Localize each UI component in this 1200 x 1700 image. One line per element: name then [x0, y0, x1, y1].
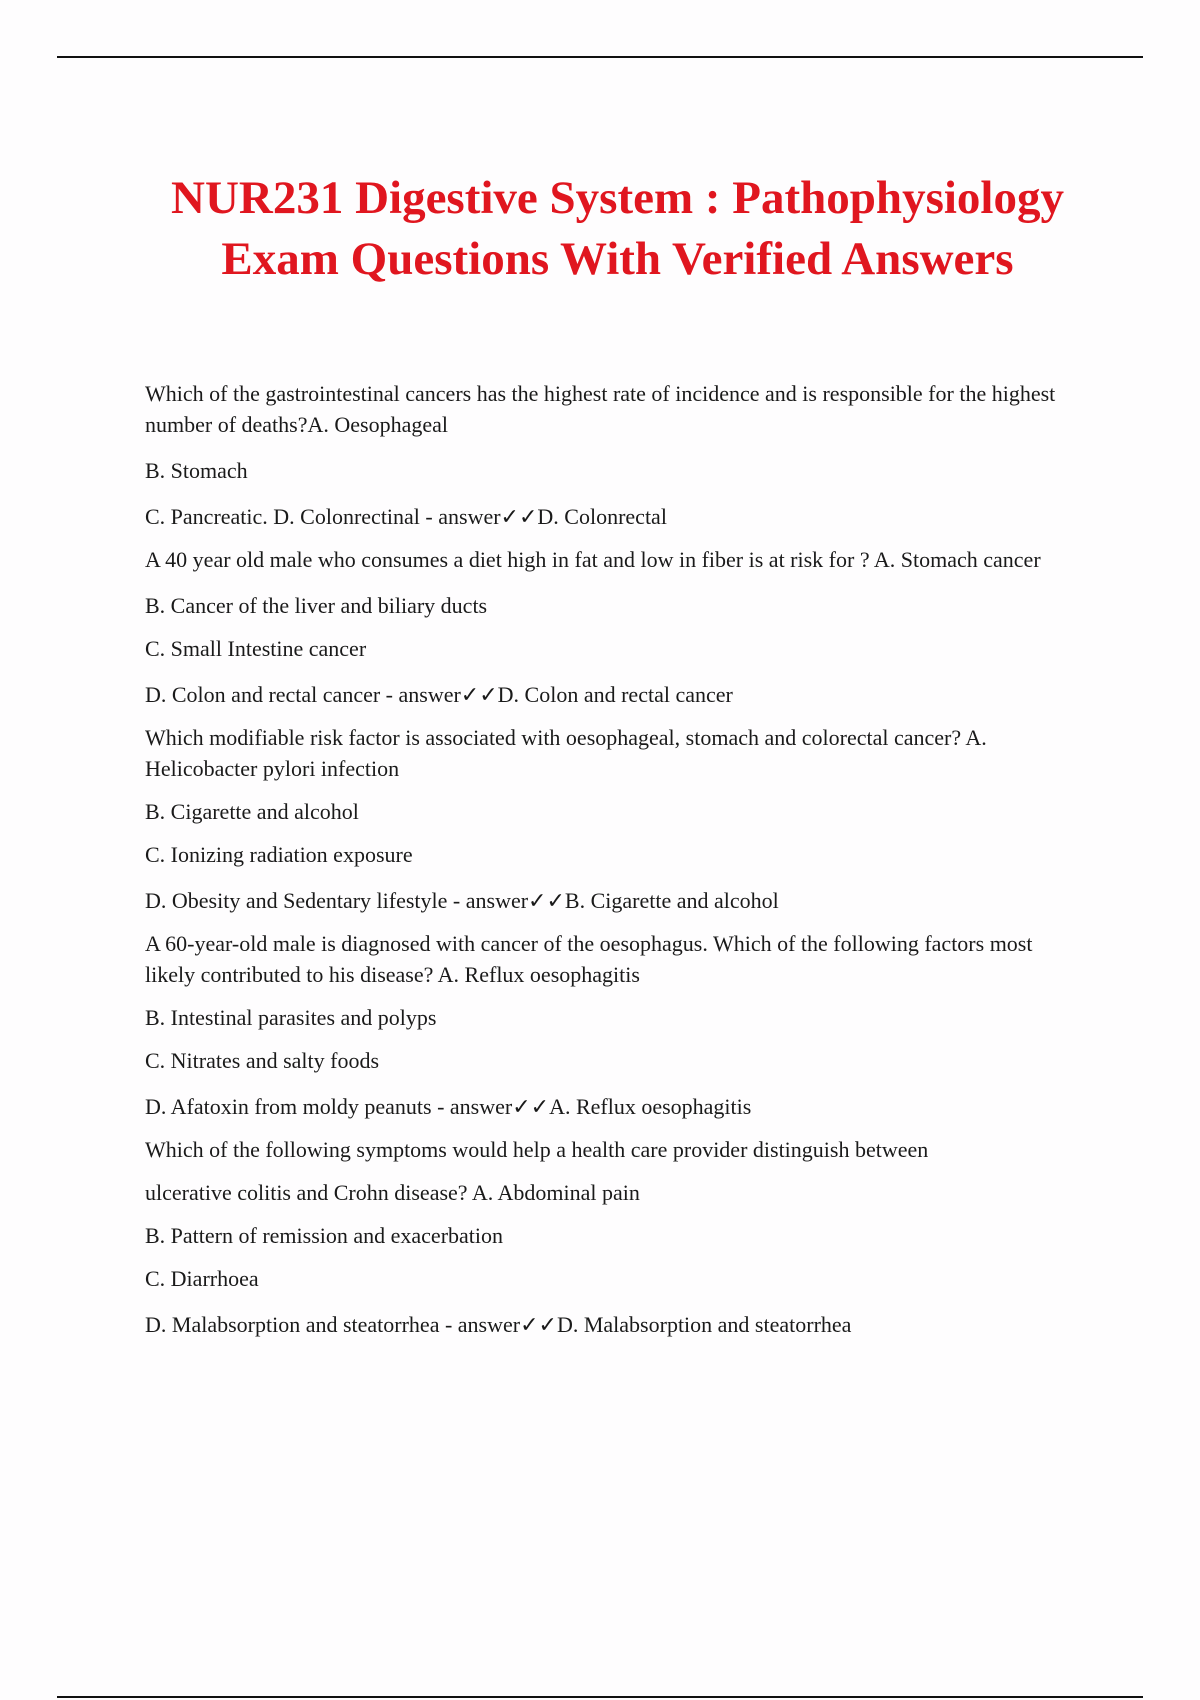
top-rule [57, 56, 1143, 58]
question-5-stem: Which of the following symptoms would help a health care provider distinguish between [145, 1137, 929, 1162]
question-3-option: C. Ionizing radiation exposure [145, 842, 413, 867]
question-3-stem: Which modifiable risk factor is associated with oesophageal, stomach and colorectal cancer? A. Helicobacter pylori infection [145, 725, 987, 781]
question-2-option: C. Small Intestine cancer [145, 636, 367, 661]
title-line-2: Exam Questions With Verified Answers [221, 233, 1014, 285]
question-2-stem: A 40 year old male who consumes a diet high in fat and low in fiber is at risk for ? A. Stomach cancer [145, 547, 1041, 572]
question-1-answer: C. Pancreatic. D. Colonrectinal - answer✓✓D. Colonrectal [145, 504, 667, 529]
question-4-option: C. Nitrates and salty foods [145, 1048, 380, 1073]
document-title [0, 168, 1200, 290]
question-list [145, 378, 1075, 1340]
question-3-option: B. Cigarette and alcohol [145, 799, 359, 824]
question-4-answer: D. Afatoxin from moldy peanuts - answer✓✓A. Reflux oesophagitis [145, 1094, 752, 1119]
question-2-answer: D. Colon and rectal cancer - answer✓✓D. Colon and rectal cancer [145, 682, 733, 707]
question-2-option: B. Cancer of the liver and biliary ducts [145, 593, 488, 618]
question-5-stem-continued: ulcerative colitis and Crohn disease? A. Abdominal pain [145, 1180, 640, 1205]
title-line-1: NUR231 Digestive System : Pathophysiology [171, 172, 1064, 224]
question-4-stem: A 60-year-old male is diagnosed with cancer of the oesophagus. Which of the following factors most likely contributed to his disease? A. Reflux oesophagitis [145, 931, 1033, 987]
question-5-option: C. Diarrhoea [145, 1266, 259, 1291]
question-4-option: B. Intestinal parasites and polyps [145, 1005, 437, 1030]
bottom-rule [57, 1696, 1143, 1698]
question-3-answer: D. Obesity and Sedentary lifestyle - answer✓✓B. Cigarette and alcohol [145, 888, 779, 913]
question-5-option: B. Pattern of remission and exacerbation [145, 1223, 504, 1248]
question-1-stem: Which of the gastrointestinal cancers has the highest rate of incidence and is responsible for the highest number of deaths?A. Oesophageal [145, 381, 1056, 437]
question-5-answer: D. Malabsorption and steatorrhea - answer✓✓D. Malabsorption and steatorrhea [145, 1312, 852, 1337]
question-1-option: B. Stomach [145, 458, 248, 483]
